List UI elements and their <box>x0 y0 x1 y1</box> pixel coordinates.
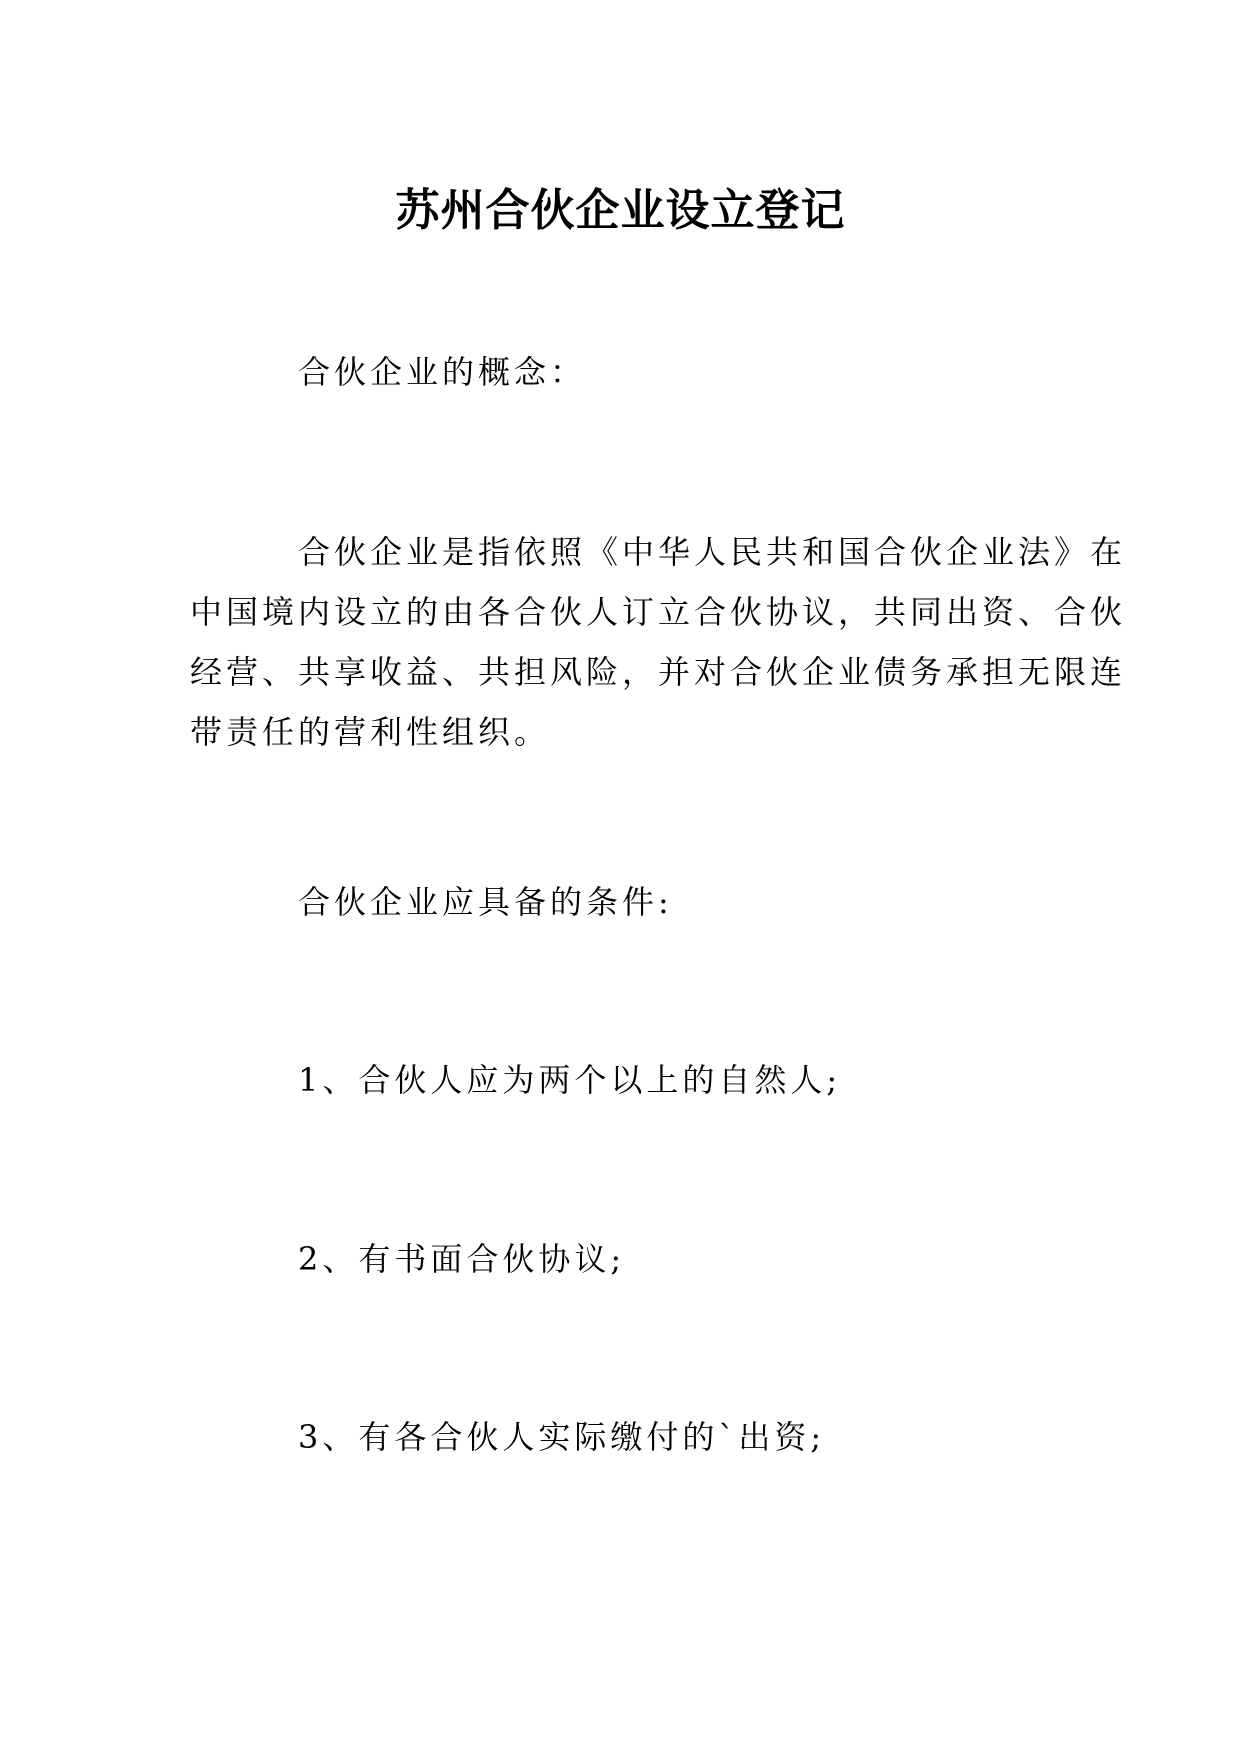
concept-paragraph <box>190 526 1127 758</box>
concept-line: 合伙企业是指依照《中华人民共和国合伙企业法》在 <box>298 533 1127 571</box>
condition-item: 2、有书面合伙协议; <box>298 1240 626 1278</box>
concept-heading: 合伙企业的概念： <box>298 353 587 391</box>
condition-item: 3、有各合伙人实际缴付的`出资; <box>298 1418 826 1456</box>
condition-item: 1、合伙人应为两个以上的自然人; <box>298 1061 842 1099</box>
document-title: 苏州合伙企业设立登记 <box>395 185 846 237</box>
conditions-heading: 合伙企业应具备的条件: <box>298 883 673 921</box>
concept-line: 带责任的营利性组织。 <box>190 713 551 751</box>
concept-line: 中国境内设立的由各合伙人订立合伙协议，共同出资、合伙 <box>190 593 1127 631</box>
concept-line: 经营、共享收益、共担风险，并对合伙企业债务承担无限连 <box>190 653 1127 691</box>
